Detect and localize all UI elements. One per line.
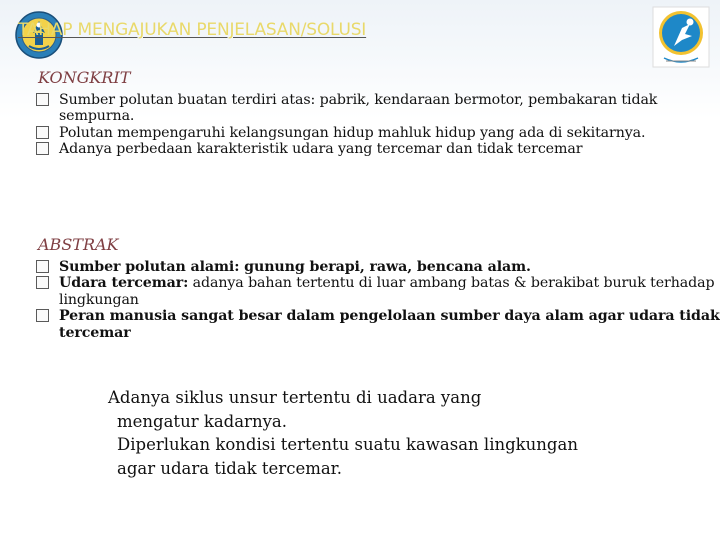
list-item bbox=[36, 92, 720, 125]
checkbox-bullet-icon bbox=[36, 309, 49, 322]
kongkrit-list bbox=[36, 92, 720, 158]
checkbox-bullet-icon bbox=[36, 93, 49, 106]
list-item-bold-text: Peran manusia sangat besar dalam pengelolaan sumber daya alam agar udara tidak tercemar bbox=[59, 308, 720, 341]
paragraph-line: mengatur kadarnya. bbox=[117, 411, 287, 431]
list-item bbox=[36, 141, 720, 157]
list-item bbox=[36, 259, 720, 275]
checkbox-bullet-icon bbox=[36, 276, 49, 289]
checkbox-bullet-icon bbox=[36, 142, 49, 155]
list-item-bold-text: Udara tercemar: bbox=[59, 275, 189, 292]
list-item-text: Polutan mempengaruhi kelangsungan hidup mahluk hidup yang ada di sekitarnya. bbox=[59, 124, 646, 141]
list-item bbox=[36, 275, 720, 308]
list-item bbox=[36, 308, 720, 341]
list-item-text: Adanya perbedaan karakteristik udara yang tercemar dan tidak tercemar bbox=[59, 141, 583, 158]
section-heading-kongkrit: KONGKRIT bbox=[38, 68, 131, 87]
list-item-text: Sumber polutan buatan terdiri atas: pabrik, kendaraan bermotor, pembakaran tidak sempurna. bbox=[59, 92, 658, 125]
list-item bbox=[36, 125, 720, 141]
paragraph-line: agar udara tidak tercemar. bbox=[117, 458, 343, 478]
list-item-bold-text: Sumber polutan alami: gunung berapi, rawa, bencana alam. bbox=[59, 259, 531, 275]
slide-title: TAHAP MENGAJUKAN PENJELASAN/SOLUSI bbox=[18, 20, 367, 40]
abstrak-list bbox=[36, 259, 720, 341]
checkbox-bullet-icon bbox=[36, 126, 49, 139]
section-heading-abstrak: ABSTRAK bbox=[38, 235, 119, 254]
summary-paragraph bbox=[108, 386, 628, 480]
tut-wuri-handayani-icon bbox=[652, 6, 710, 68]
list-item-text: adanya bahan tertentu di luar ambang batas & berakibat buruk terhadap lingkungan bbox=[59, 275, 715, 308]
paragraph-line: Diperlukan kondisi tertentu suatu kawasan lingkungan bbox=[117, 435, 578, 454]
paragraph-line: Adanya siklus unsur tertentu di uadara yang bbox=[108, 388, 482, 407]
checkbox-bullet-icon bbox=[36, 260, 49, 273]
